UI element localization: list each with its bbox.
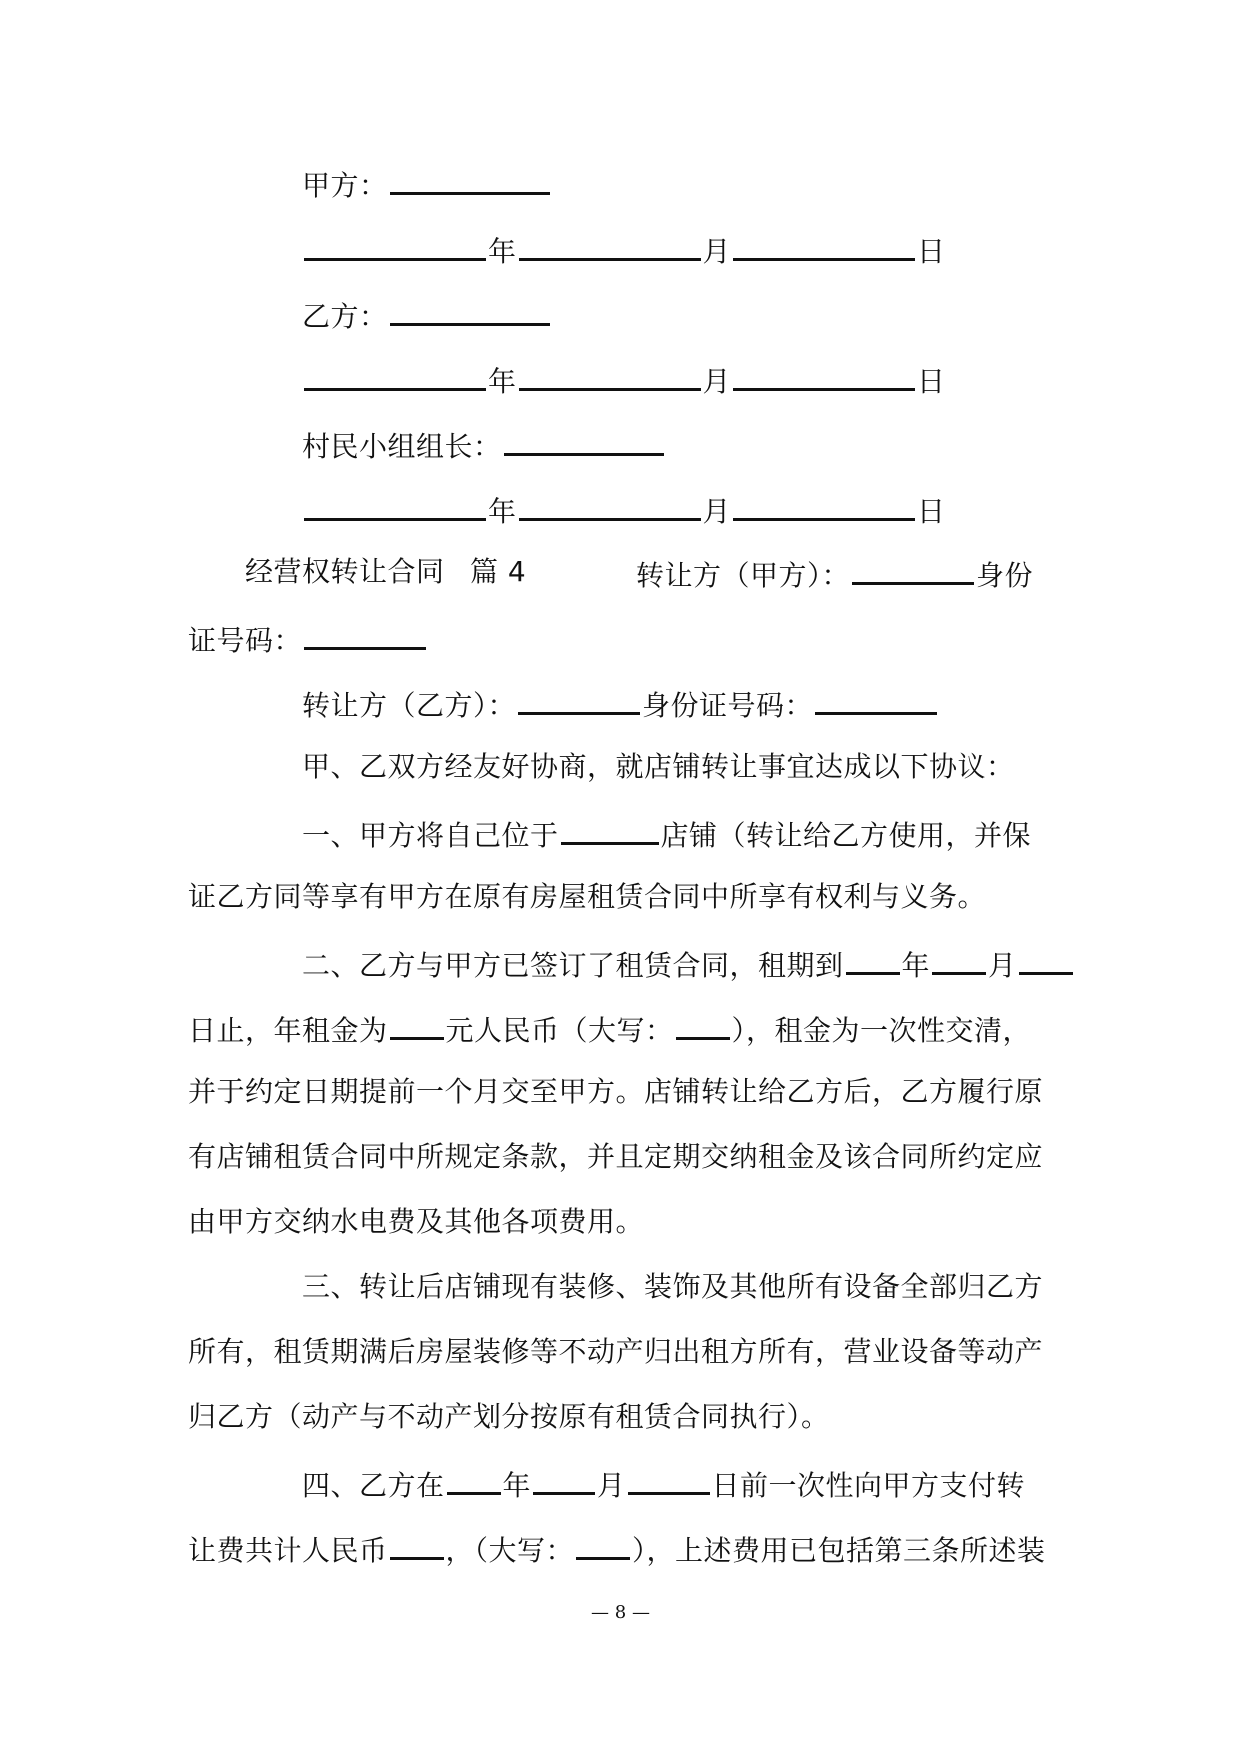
clause-1-text-b: 店铺（转让给乙方使用，并保 (660, 819, 1032, 852)
lease-year-blank[interactable] (846, 942, 900, 975)
contract-part-line (470, 552, 526, 592)
shop-location-blank[interactable] (561, 812, 659, 845)
month-label: 月 (702, 495, 732, 528)
transferor-a-id-blank[interactable] (304, 617, 426, 650)
clause-4-line-1 (302, 1462, 1025, 1506)
lease-month-label: 月 (988, 949, 1017, 982)
day-blank[interactable] (733, 488, 915, 521)
clause-2-line-2 (188, 1007, 1031, 1051)
year-label: 年 (488, 365, 517, 398)
annual-rent-words-blank[interactable] (676, 1007, 730, 1040)
payment-day-blank[interactable] (628, 1462, 710, 1495)
clause-4-text-c: 让费共计人民币 (188, 1534, 388, 1567)
clause-2-text-e: 并于约定日期提前一个月交至甲方。店铺转让给乙方后，乙方履行原 (188, 1075, 1044, 1108)
payment-month-blank[interactable] (533, 1462, 595, 1495)
year-blank[interactable] (304, 358, 486, 391)
transferor-b-line (302, 682, 939, 726)
transferor-b-label: 转让方（乙方）： (302, 689, 517, 722)
intro-text: 甲、乙双方经友好协商，就店铺转让事宜达成以下协议： (302, 750, 1015, 783)
party-b-signature-line (302, 293, 552, 337)
day-label: 日 (917, 365, 946, 398)
clause-4-text-e: ），上述费用已包括第三条所述装 (632, 1534, 1046, 1567)
clause-3-line-3 (188, 1397, 830, 1437)
day-label: 日 (917, 495, 946, 528)
leader-label: 村民小组组长： (302, 430, 502, 463)
clause-4-text-b: 日前一次性向甲方支付转 (711, 1469, 1026, 1502)
clause-4-text-a: 四、乙方在 (302, 1469, 445, 1502)
lease-month-blank[interactable] (932, 942, 986, 975)
clause-2-text-d: ），租金为一次性交清， (731, 1014, 1032, 1047)
clause-2-line-1 (302, 942, 1075, 986)
intro-paragraph (302, 747, 1015, 787)
transferor-a-label: 转让方（甲方）： (636, 559, 851, 592)
id-label: 身份证号码： (642, 689, 814, 722)
clause-3-line-1 (302, 1267, 1043, 1307)
transfer-fee-words-blank[interactable] (576, 1527, 630, 1560)
party-a-date-line (302, 228, 946, 272)
clause-2-text-g: 由甲方交纳水电费及其他各项费用。 (188, 1205, 645, 1238)
year-label: 年 (488, 235, 517, 268)
id-cont-label: 证号码： (188, 624, 303, 657)
clause-1-line-2 (188, 877, 986, 917)
leader-signature-line (302, 423, 666, 467)
payment-year-blank[interactable] (447, 1462, 501, 1495)
clause-2-line-3 (188, 1072, 1043, 1112)
month-label: 月 (702, 235, 732, 268)
contract-title-line (245, 552, 445, 592)
clause-2-text-b: 日止，年租金为 (188, 1014, 388, 1047)
clause-3-line-2 (188, 1332, 1043, 1372)
month-blank[interactable] (519, 358, 701, 391)
party-b-name-blank[interactable] (390, 293, 550, 326)
day-blank[interactable] (733, 228, 915, 261)
leader-name-blank[interactable] (504, 423, 664, 456)
page-number: — 8 — (591, 1602, 650, 1623)
clause-1-text-a: 一、甲方将自己位于 (302, 819, 559, 852)
party-a-signature-line (302, 162, 552, 206)
clause-3-text-a: 三、转让后店铺现有装修、装饰及其他所有设备全部归乙方 (302, 1270, 1044, 1303)
payment-year-label: 年 (502, 1469, 532, 1502)
clause-1-text-c: 证乙方同等享有甲方在原有房屋租赁合同中所享有权利与义务。 (188, 880, 987, 913)
clause-2-text-a: 二、乙方与甲方已签订了租赁合同，租期到 (302, 949, 844, 982)
transferor-b-name-blank[interactable] (518, 682, 640, 715)
transferor-a-line (636, 552, 1033, 596)
contract-part: 篇 4 (470, 555, 527, 588)
party-b-date-line (302, 358, 946, 402)
clause-2-line-4 (188, 1137, 1043, 1177)
year-blank[interactable] (304, 228, 486, 261)
day-blank[interactable] (733, 358, 915, 391)
day-label: 日 (917, 235, 946, 268)
party-a-name-blank[interactable] (390, 162, 550, 195)
id-suffix: 身份 (976, 559, 1034, 592)
month-blank[interactable] (519, 488, 701, 521)
clause-3-text-c: 归乙方（动产与不动产划分按原有租赁合同执行）。 (188, 1400, 830, 1433)
clause-4-line-2 (188, 1527, 1046, 1571)
transfer-fee-blank[interactable] (390, 1527, 444, 1560)
transferor-b-id-blank[interactable] (815, 682, 937, 715)
annual-rent-blank[interactable] (390, 1007, 444, 1040)
transferor-a-id-line (188, 617, 428, 661)
party-a-label: 甲方： (302, 169, 388, 202)
lease-year-label: 年 (901, 949, 931, 982)
leader-date-line (302, 488, 946, 532)
year-label: 年 (488, 495, 517, 528)
party-b-label: 乙方： (302, 300, 388, 333)
transferor-a-name-blank[interactable] (852, 552, 974, 585)
clause-2-line-5 (188, 1202, 644, 1242)
year-blank[interactable] (304, 488, 486, 521)
clause-2-text-c: 元人民币（大写： (445, 1014, 674, 1047)
month-blank[interactable] (519, 228, 701, 261)
clause-4-text-d: ，（大写： (445, 1534, 575, 1567)
clause-2-text-f: 有店铺租赁合同中所规定条款，并且定期交纳租金及该合同所约定应 (188, 1140, 1044, 1173)
contract-title: 经营权转让合同 (245, 555, 445, 588)
payment-month-label: 月 (597, 1469, 626, 1502)
clause-3-text-b: 所有，租赁期满后房屋装修等不动产归出租方所有，营业设备等动产 (188, 1335, 1044, 1368)
lease-day-blank[interactable] (1019, 942, 1073, 975)
month-label: 月 (702, 365, 732, 398)
clause-1-line-1 (302, 812, 1031, 856)
